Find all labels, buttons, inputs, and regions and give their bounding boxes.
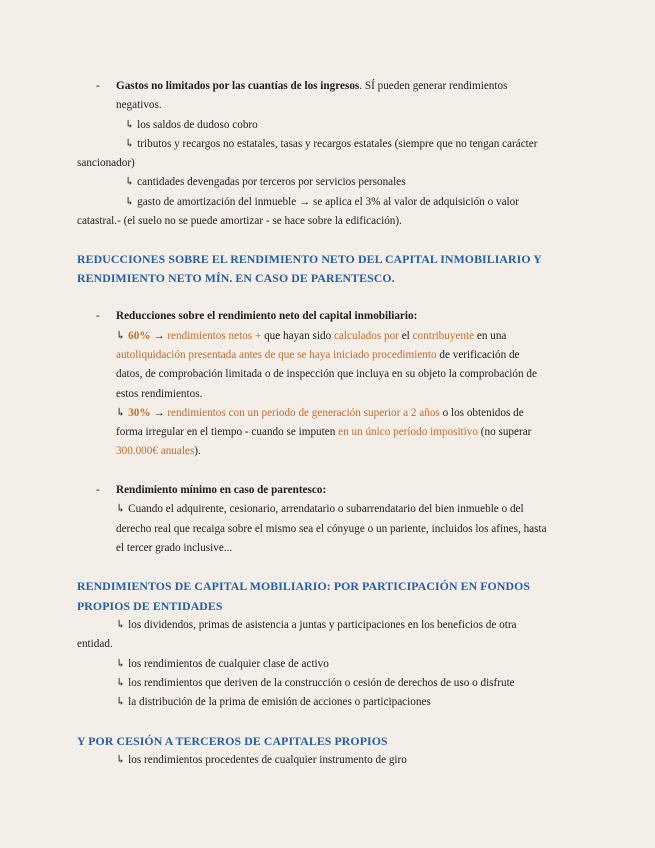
reduccion-60-line-4: estos rendimientos. <box>116 388 203 400</box>
reduccion-30-line-3: 300.000€ anuales). <box>116 445 201 457</box>
arrow: → <box>153 407 165 419</box>
reduccion-60-line-2: autoliquidación presentada antes de que se haya iniciado procedimiento de verificación de <box>116 349 520 361</box>
gastos-item-cont: catastral.- (el suelo no se puede amortizar - se hace sobre la edificación). <box>77 215 402 227</box>
gastos-item: ↳ los saldos de dudoso cobro <box>125 119 258 131</box>
gastos-item: ↳ cantidades devengadas por terceros por servicios personales <box>125 176 406 188</box>
gastos-item: ↳ tributos y recargos no estatales, tasas y recargos estatales (siempre que no tengan carácter <box>125 138 538 150</box>
minimo-line: ↳ Cuando el adquirente, cesionario, arrendatario o subarrendatario del bien inmueble o del <box>116 503 524 515</box>
mobiliario-item: ↳ la distribución de la prima de emisión de acciones o participaciones <box>116 696 431 708</box>
gastos-item: ↳ gasto de amortización del inmueble → se aplica el 3% al valor de adquisición o valor <box>125 196 519 208</box>
mobiliario-item: ↳ los rendimientos que deriven de la construcción o cesión de derechos de uso o disfrute <box>116 677 515 689</box>
reduccion-30-line-2: forma irregular en el tiempo - cuando se imputen en un único período impositivo (no superar <box>116 426 532 438</box>
gastos-intro: . SÍ pueden generar rendimientos <box>359 80 508 92</box>
heading-cesion: Y POR CESIÓN A TERCEROS DE CAPITALES PROPIOS <box>77 734 388 748</box>
heading-reducciones-line-2: RENDIMIENTO NETO MÍN. EN CASO DE PARENTESCO. <box>77 271 395 285</box>
reduccion-60-line-1: ↳ 60% → rendimientos netos + que hayan sido calculados por el contribuyente en una <box>116 330 507 342</box>
bullet-dash: - <box>96 484 100 496</box>
gastos-item-cont: sancionador) <box>77 157 135 169</box>
gastos-title: Gastos no limitados por las cuantías de los ingresos <box>116 80 360 92</box>
heading-mobiliario-line-2: PROPIOS DE ENTIDADES <box>77 599 223 613</box>
pct-30: 30% <box>128 407 151 419</box>
heading-mobiliario-line-1: RENDIMIENTOS DE CAPITAL MOBILIARIO: POR PARTICIPACIÓN EN FONDOS <box>77 579 531 593</box>
bullet-dash: - <box>96 80 100 92</box>
mobiliario-item: ↳ los dividendos, primas de asistencia a juntas y participaciones en los beneficios de otra <box>116 619 517 631</box>
heading-reducciones-line-1: REDUCCIONES SOBRE EL RENDIMIENTO NETO DEL CAPITAL INMOBILIARIO Y <box>77 252 542 266</box>
bullet-dash: - <box>96 310 100 322</box>
mobiliario-item: ↳ los rendimientos de cualquier clase de activo <box>116 658 329 670</box>
reducciones-title: Reducciones sobre el rendimiento neto del capital inmobiliario: <box>116 310 418 322</box>
reduccion-30-line-1: ↳ 30% → rendimientos con un periodo de generación superior a 2 años o los obtenidos de <box>116 407 524 419</box>
gastos-line-1 <box>116 77 507 96</box>
minimo-title: Rendimiento mínimo en caso de parentesco: <box>116 484 327 496</box>
gastos-intro-cont: negativos. <box>116 99 162 111</box>
cesion-item: ↳ los rendimientos procedentes de cualquier instrumento de giro <box>116 754 407 766</box>
minimo-line: el tercer grado inclusive... <box>116 542 233 554</box>
mobiliario-item-cont: entidad. <box>77 638 113 650</box>
pct-60: 60% <box>128 330 151 342</box>
reduccion-60-line-3: datos, de comprobación limitada o de inspección que incluya en su objeto la comprobación de <box>116 368 537 380</box>
arrow: → <box>153 330 165 342</box>
minimo-line: derecho real que recaiga sobre el mismo sea el cónyuge o un pariente, incluidos los afines, hasta <box>116 523 547 535</box>
